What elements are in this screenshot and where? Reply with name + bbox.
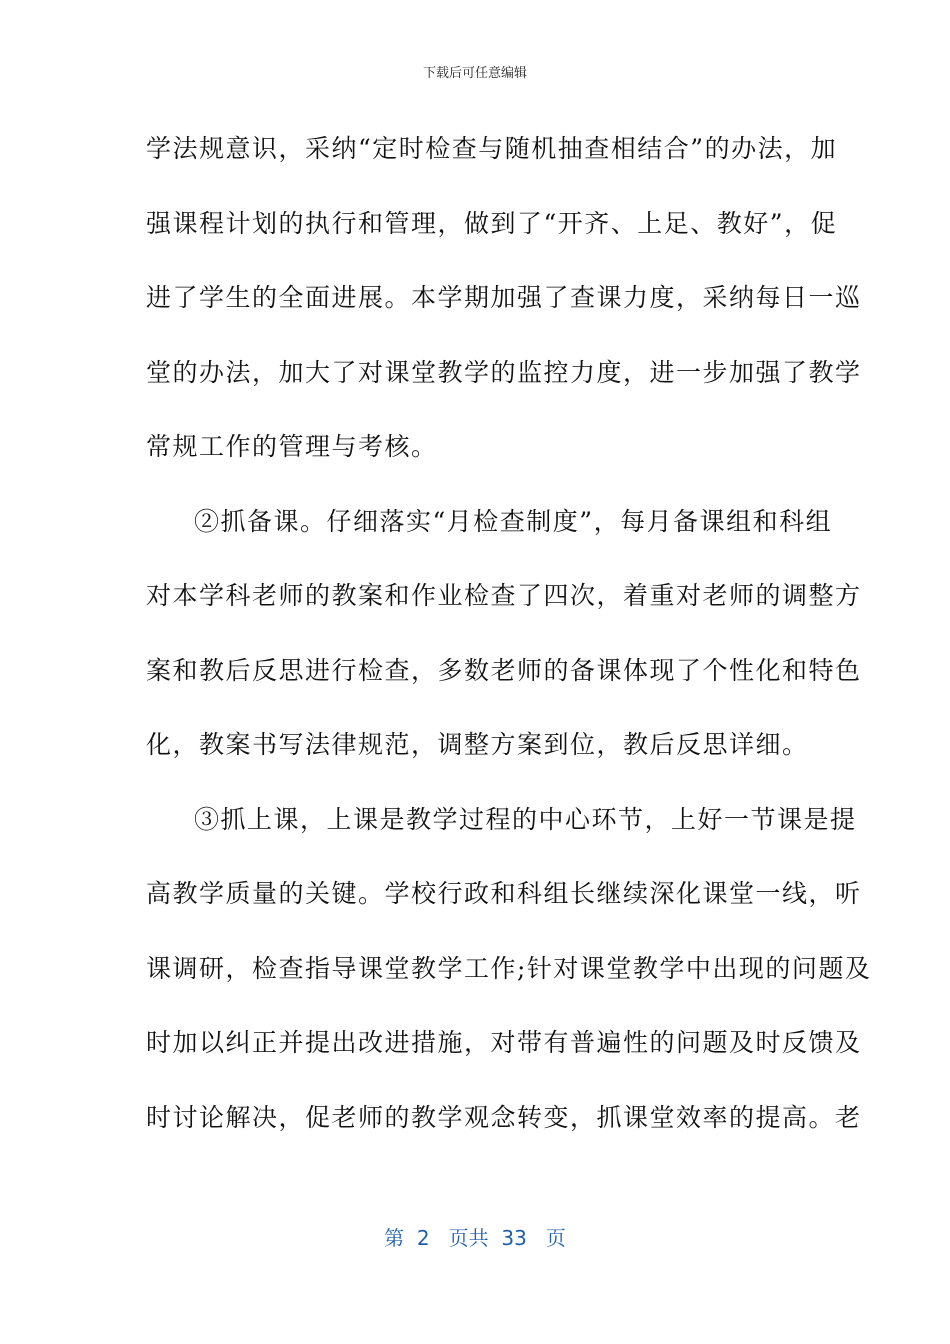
page-header-note: 下载后可任意编辑 bbox=[422, 66, 527, 81]
body-line: 高教学质量的关键。学校行政和科组长继续深化课堂一线，听 bbox=[146, 879, 862, 908]
body-line: 时加以纠正并提出改进措施，对带有普遍性的问题及时反馈及 bbox=[146, 1028, 862, 1057]
body-line: 进了学生的全面进展。本学期加强了查课力度，采纳每日一巡 bbox=[146, 283, 862, 312]
document-body bbox=[146, 112, 872, 1155]
body-line: 课调研，检查指导课堂教学工作;针对课堂教学中出现的问题及 bbox=[146, 953, 872, 983]
page-number-footer: 第 2 页共 33 页 bbox=[384, 1226, 566, 1250]
body-line: 对本学科老师的教案和作业检查了四次，着重对老师的调整方 bbox=[146, 581, 862, 610]
body-line: 学法规意识，采纳“定时检查与随机抽查相结合”的办法，加 bbox=[146, 134, 838, 163]
body-line-paragraph-start: ③抓上课，上课是教学过程的中心环节，上好一节课是提 bbox=[194, 804, 857, 834]
body-line: 堂的办法，加大了对课堂教学的监控力度，进一步加强了教学 bbox=[146, 357, 862, 387]
body-line: 强课程计划的执行和管理，做到了“开齐、上足、教好”，促 bbox=[146, 208, 838, 238]
body-line: 化，教案书写法律规范，调整方案到位，教后反思详细。 bbox=[146, 730, 809, 759]
body-line: 常规工作的管理与考核。 bbox=[146, 432, 438, 461]
body-line: 时讨论解决，促老师的教学观念转变，抓课堂效率的提高。老 bbox=[146, 1102, 862, 1132]
body-line: 案和教后反思进行检查，多数老师的备课体现了个性化和特色 bbox=[146, 655, 862, 685]
body-line-paragraph-start: ②抓备课。仔细落实“月检查制度”，每月备课组和科组 bbox=[194, 506, 833, 536]
